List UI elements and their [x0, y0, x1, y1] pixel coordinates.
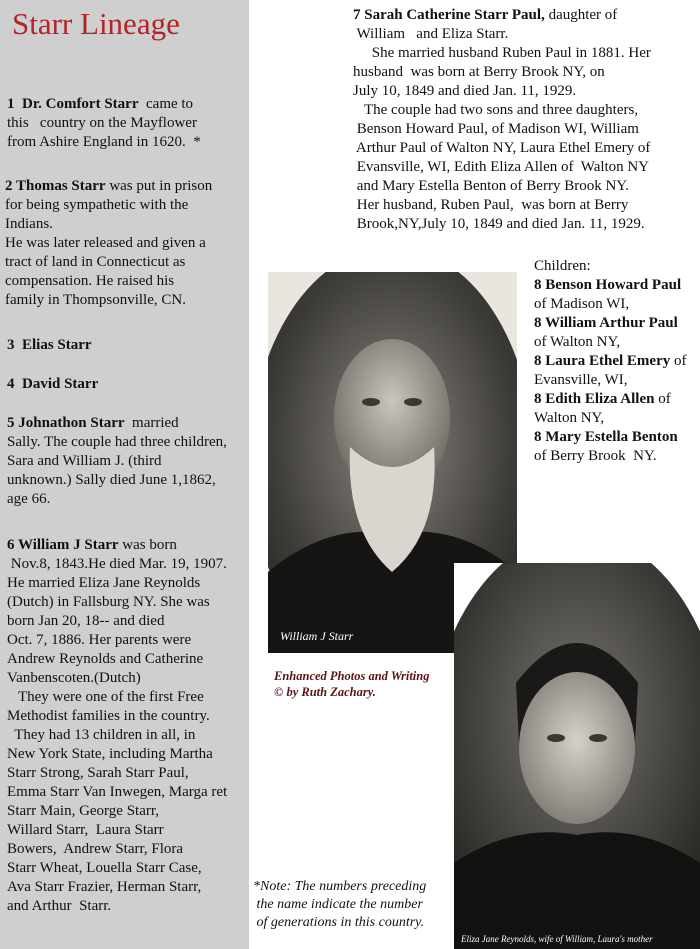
- generation-7-name: 7 Sarah Catherine Starr Paul,: [353, 7, 545, 23]
- child-4-place: Walton NY,: [534, 410, 605, 426]
- child-4-name: 8 Edith Eliza Allen: [534, 391, 655, 407]
- child-3-name: 8 Laura Ethel Emery: [534, 353, 671, 369]
- generation-7-entry: 7 Sarah Catherine Starr Paul, daughter of William and Eliza Starr. She married husband Ruben Paul in 1881. Her husband was born at Berry Brook NY, on July 10, 1849 and died Jan. 11, 1929. The couple had two sons and three daughters, Benson Howard Paul, of Madison WI, William Arthur Paul of Walton NY, Laura Ethel Emery of Evansville, WI, Edith Eliza Allen of Walton NY and Mary Estella Benton of Berry Brook NY. Her husband, Ruben Paul, was born at Berry Brook,NY,July 10, 1849 and died Jan. 11, 1929.: [353, 7, 651, 232]
- eliza-portrait-image: [454, 563, 700, 949]
- child-1-place: of Madison WI,: [534, 296, 630, 312]
- generation-1-entry: 1 Dr. Comfort Starr came to this country on the Mayflower from Ashire England in 1620. *: [7, 96, 201, 150]
- children-label: Children:: [534, 258, 591, 274]
- generation-4-name: 4 David Starr: [7, 376, 99, 392]
- generation-2-name: 2 Thomas Starr: [5, 178, 106, 194]
- generation-6-entry: 6 William J Starr was born Nov.8, 1843.He died Mar. 19, 1907. He married Eliza Jane Reynolds (Dutch) in Fallsburg NY. She was born Jan 20, 18-- and died Oct. 7, 1886. Her parents were Andrew Reynolds and Catherine Vanbenscoten.(Dutch) They were one of the first Free Methodist families in the country. They had 13 children in all, in New York State, including Martha Starr Strong, Sarah Starr Paul, Emma Starr Van Inwegen, Marga ret Starr Main, George Starr, Willard Starr, Laura Starr Bowers, Andrew Starr, Flora Starr Wheat, Louella Starr Case, Ava Starr Frazier, Herman Starr, and Arthur Starr.: [7, 537, 228, 914]
- generation-3-entry: [7, 336, 92, 355]
- generation-2-entry: 2 Thomas Starr was put in prison for being sympathetic with the Indians. He was later released and given a tract of land in Connecticut as compensation. He raised his family in Thompsonville, CN.: [5, 178, 213, 308]
- children-list: Children: 8 Benson Howard Paul of Madison WI, 8 William Arthur Paul of Walton NY, 8 Laura Ethel Emery of Evansville, WI, 8 Edith Eliza Allen of Walton NY, 8 Mary Estella Benton of Berry Brook NY.: [534, 258, 687, 464]
- william-photo-caption: William J Starr: [280, 629, 354, 643]
- child-5-name: 8 Mary Estella Benton: [534, 429, 678, 445]
- child-3-place: Evansville, WI,: [534, 372, 628, 388]
- generation-6-name: 6 William J Starr: [7, 537, 119, 553]
- child-5-place: of Berry Brook NY.: [534, 448, 657, 464]
- eliza-reynolds-photo: [454, 563, 700, 949]
- generation-note: *Note: The numbers preceding the name indicate the number of generations in this country.: [253, 879, 427, 930]
- generation-1-name: 1 Dr. Comfort Starr: [7, 96, 139, 112]
- generation-5-entry: 5 Johnathon Starr married Sally. The couple had three children, Sara and William J. (third unknown.) Sally died June 1,1862, age 66.: [7, 415, 227, 507]
- child-2-name: 8 William Arthur Paul: [534, 315, 678, 331]
- child-1-name: 8 Benson Howard Paul: [534, 277, 682, 293]
- generation-4-entry: [7, 375, 98, 394]
- photo-credit: Enhanced Photos and Writing © by Ruth Zachary.: [274, 669, 430, 699]
- generation-5-name: 5 Johnathon Starr: [7, 415, 125, 431]
- eliza-photo-caption: Eliza Jane Reynolds, wife of William, Laura's mother: [461, 934, 653, 944]
- generation-3-name: 3 Elias Starr: [7, 337, 92, 353]
- page-title: Starr Lineage: [12, 6, 180, 41]
- child-2-place: of Walton NY,: [534, 334, 621, 350]
